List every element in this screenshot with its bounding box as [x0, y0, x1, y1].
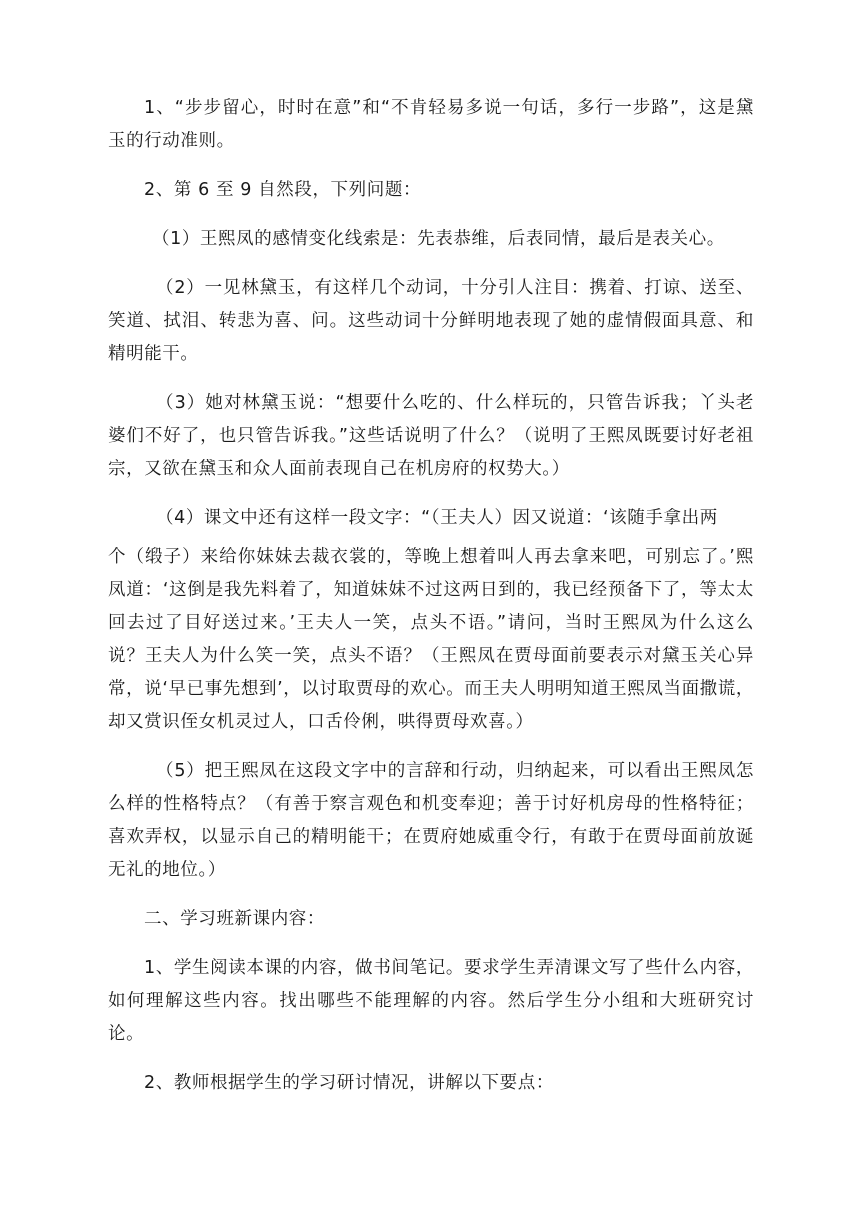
paragraph-5: （3）她对林黛玉说：“想要什么吃的、什么样玩的，只管告诉我；丫头老婆们不好了，也只管告诉我。”这些话说明了什么？（说明了王熙凤既要讨好老祖宗，又欲在黛玉和众人面前表现自己在机房府的权势大。） [108, 393, 754, 479]
paragraph-6-start: （4）课文中还有这样一段文字：“（王夫人）因又说道：‘该随手拿出两 [156, 508, 718, 528]
paragraph-4: （2）一见林黛玉，有这样几个动词，十分引人注目：携着、打谅、送至、笑道、拭泪、转悲为喜、问。这些动词十分鲜明地表现了她的虚情假面具意、和精明能干。 [108, 278, 754, 364]
document-body [108, 92, 754, 1116]
paragraph-8: 1、学生阅读本课的内容，做书间笔记。要求学生弄清课文写了些什么内容，如何理解这些内容。找出哪些不能理解的内容。然后学生分小组和大班研究讨论。 [108, 958, 754, 1044]
paragraph-7: （5）把王熙凤在这段文字中的言辞和行动，归纳起来，可以看出王熙凤怎么样的性格特点？（有善于察言观色和机变奉迎；善于讨好机房母的性格特征；喜欢弄权，以显示自己的精明能干；在贾府她威重令行，有敢于在贾母面前放诞无礼的地位。） [108, 761, 754, 880]
paragraph-1: 1、“步步留心，时时在意”和“不肯轻易多说一句话，多行一步路”，这是黛玉的行动准则。 [108, 98, 754, 151]
paragraph-3: （1）王熙凤的感情变化线索是：先表恭维，后表同情，最后是表关心。 [152, 229, 725, 249]
paragraph-6-cont: 个（缎子）来给你妹妹去裁衣裳的，等晚上想着叫人再去拿来吧，可别忘了。’熙凤道：‘这倒是我先料着了，知道妹妹不过这两日到的，我已经预备下了，等太太回去过了目好送过来。’王夫人一笑，点头不语。”请问，当时王熙凤为什么这么说？王夫人为什么笑一笑，点头不语？（王熙凤在贾母面前要表示对黛玉关心异常，说‘早已事先想到’，以讨取贾母的欢心。而王夫人明明知道王熙凤当面撒谎，却又赏识侄女机灵过人，口舌伶俐，哄得贾母欢喜。） [108, 547, 754, 732]
section-heading-2: 二、学习班新课内容： [144, 909, 325, 929]
paragraph-9: 2、教师根据学生的学习研讨情况，讲解以下要点： [144, 1073, 554, 1093]
paragraph-2: 2、第 6 至 9 自然段，下列问题： [144, 180, 422, 200]
